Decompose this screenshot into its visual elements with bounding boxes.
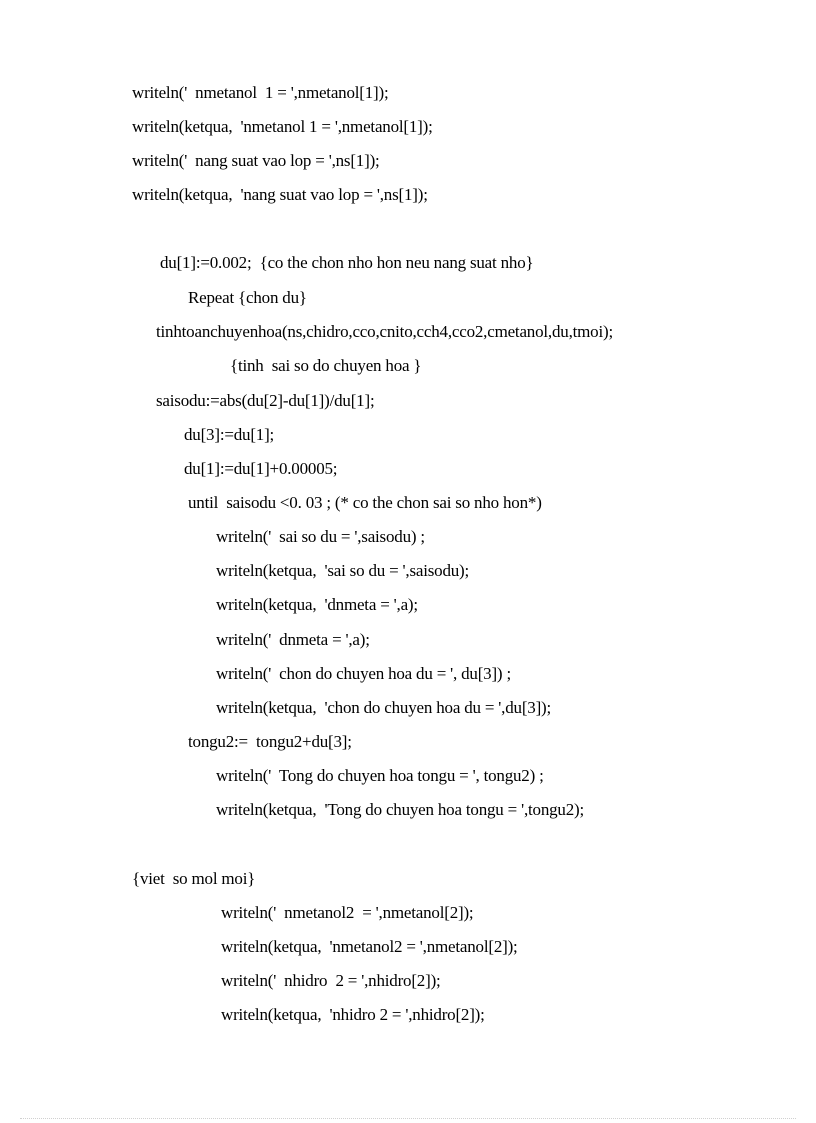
- code-line-6: Repeat {chon du}: [188, 288, 307, 307]
- code-line-11: du[1]:=du[1]+0.00005;: [184, 459, 338, 478]
- code-line-5: du[1]:=0.002; {co the chon nho hon neu nang suat nho}: [160, 253, 534, 272]
- code-line-20: writeln(' Tong do chuyen hoa tongu = ', tongu2) ;: [216, 766, 544, 785]
- code-line-17: writeln(' chon do chuyen hoa du = ', du[3]) ;: [216, 664, 511, 683]
- code-line-1: writeln(' nmetanol 1 = ',nmetanol[1]);: [132, 83, 389, 102]
- code-line-9: saisodu:=abs(du[2]-du[1])/du[1];: [156, 391, 375, 410]
- code-line-21: writeln(ketqua, 'Tong do chuyen hoa tongu = ',tongu2);: [216, 800, 585, 819]
- code-line-15: writeln(ketqua, 'dnmeta = ',a);: [216, 595, 418, 614]
- code-line-3: writeln(' nang suat vao lop = ',ns[1]);: [132, 151, 380, 170]
- code-line-2: writeln(ketqua, 'nmetanol 1 = ',nmetanol[1]);: [132, 117, 433, 136]
- code-line-7: tinhtoanchuyenhoa(ns,chidro,cco,cnito,cch4,cco2,cmetanol,du,tmoi);: [156, 322, 613, 341]
- code-line-18: writeln(ketqua, 'chon do chuyen hoa du = ',du[3]);: [216, 698, 552, 717]
- code-line-23: writeln(' nmetanol2 = ',nmetanol[2]);: [221, 903, 474, 922]
- code-line-25: writeln(' nhidro 2 = ',nhidro[2]);: [221, 971, 441, 990]
- code-line-4: writeln(ketqua, 'nang suat vao lop = ',ns[1]);: [132, 185, 428, 204]
- code-line-10: du[3]:=du[1];: [184, 425, 275, 444]
- code-line-19: tongu2:= tongu2+du[3];: [188, 732, 352, 751]
- page-bottom-rule: [20, 1118, 796, 1119]
- code-line-13: writeln(' sai so du = ',saisodu) ;: [216, 527, 425, 546]
- code-line-8: {tinh sai so do chuyen hoa }: [230, 356, 422, 375]
- code-line-22: {viet so mol moi}: [132, 869, 256, 888]
- code-line-24: writeln(ketqua, 'nmetanol2 = ',nmetanol[2]);: [221, 937, 518, 956]
- code-line-12: until saisodu <0. 03 ; (* co the chon sai so nho hon*): [188, 493, 542, 512]
- code-line-26: writeln(ketqua, 'nhidro 2 = ',nhidro[2]);: [221, 1005, 485, 1024]
- code-line-14: writeln(ketqua, 'sai so du = ',saisodu);: [216, 561, 470, 580]
- code-line-16: writeln(' dnmeta = ',a);: [216, 630, 370, 649]
